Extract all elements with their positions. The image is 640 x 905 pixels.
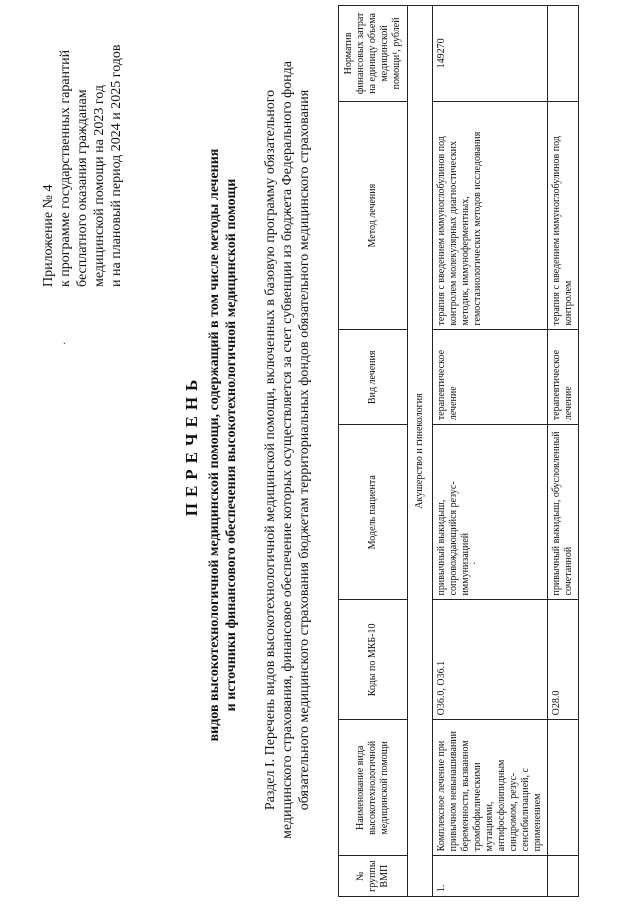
cell-no: [548, 856, 579, 897]
document-subtitle: [206, 25, 240, 865]
cell-type: терапевтическое лечение: [548, 330, 579, 425]
header-no: № группы ВМП: [339, 856, 408, 897]
appendix-line: к программе государственных гарантий: [58, 49, 73, 287]
table-group-row: [408, 6, 433, 897]
table-row: [433, 6, 548, 897]
cell-norm: 149270: [433, 6, 548, 102]
header-mkb: Коды по МКБ-10: [339, 600, 408, 720]
cell-method: терапия с введением иммуноглобулинов под контролем молекулярных диагностических методик, иммуноферментных, гемостазиологических методов исследования: [433, 101, 548, 330]
document-title: ПЕРЕЧЕНЬ: [182, 373, 201, 517]
cell-mkb: O28.0: [548, 600, 579, 720]
header-type: Вид лечения: [339, 330, 408, 425]
scan-speck: ·: [470, 561, 481, 565]
appendix-note: [40, 0, 125, 287]
vmp-table: [338, 5, 579, 897]
cell-mkb: O36.0, O36.1: [433, 600, 548, 720]
section-heading: [262, 20, 313, 880]
cell-method: терапия с введением иммуноглобулинов под контролем: [548, 101, 579, 330]
cell-no: 1.: [433, 856, 548, 897]
table-header-row: [339, 6, 408, 897]
appendix-line: и на плановый период 2024 и 2025 годов: [109, 44, 124, 287]
cell-name: [548, 720, 579, 856]
section-line: медицинского страхования, финансовое обеспечение которых осуществляется за счет субвенции из бюджета Федерального фонда: [280, 61, 295, 840]
cell-model: привычный выкидыш, сопровождающийся резус-иммунизацией: [433, 425, 548, 600]
group-label: Акушерство и гинекология: [408, 6, 433, 897]
subtitle-line: видов высокотехнологичной медицинской помощи, содержащий в том числе методы лечения: [207, 148, 222, 742]
cell-name: Комплексное лечение при привычном невынашивании беременности, вызванном тромбофилическими мутациями, антифосфолипидным синдромом, резус-сенсибилизацией, с применением: [433, 720, 548, 856]
cell-norm: [548, 6, 579, 102]
section-line: обязательного медицинского страхования бюджетам территориальных фондов обязательного медицинского страхования: [297, 89, 312, 811]
header-method: Метод лечения: [339, 101, 408, 330]
appendix-line: Приложение № 4: [41, 184, 56, 287]
table-row: [548, 6, 579, 897]
section-line: Раздел I. Перечень видов высокотехнологичной медицинской помощи, включенных в базовую программу обязательного: [263, 89, 278, 811]
header-name: Наименование вида высокотехнологичной медицинской помощи: [339, 720, 408, 856]
subtitle-line: и источники финансового обеспечения высокотехнологичной медицинской помощи: [224, 178, 239, 712]
header-model: Модель пациента: [339, 425, 408, 600]
appendix-line: бесплатного оказания гражданам: [75, 89, 90, 287]
scan-speck: ·: [60, 341, 71, 345]
cell-model: привычный выкидыш, обусловленный сочетанной: [548, 425, 579, 600]
cell-type: терапевтическое лечение: [433, 330, 548, 425]
header-norm: Норматив финансовых затрат на единицу объема медицинской помощи¹, рублей: [339, 6, 408, 102]
appendix-line: медицинской помощи на 2023 год: [92, 85, 107, 287]
